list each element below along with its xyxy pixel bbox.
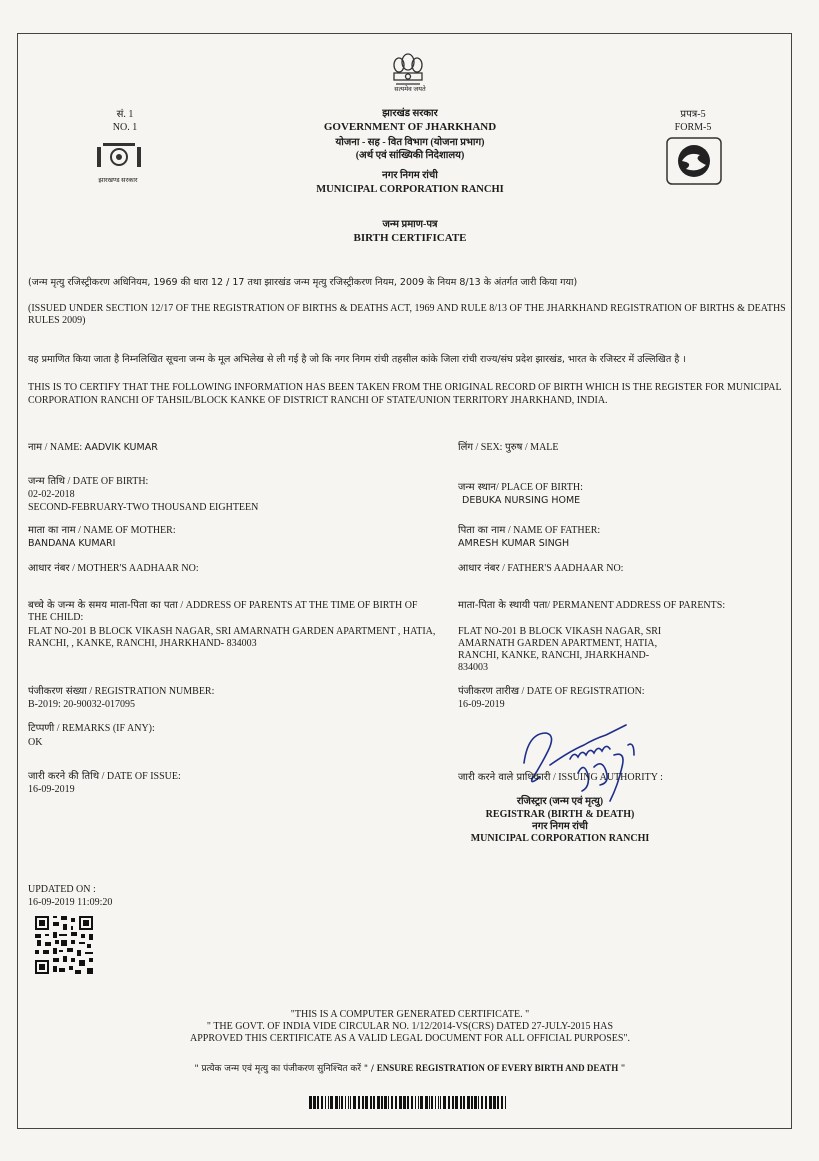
govt-title-hindi: झारखंड सरकार — [382, 108, 438, 119]
place-of-birth-label: जन्म स्थान/ PLACE OF BIRTH: — [458, 482, 583, 493]
registrar-hindi: रजिस्ट्रार (जन्म एवं मृत्यु) — [516, 796, 604, 807]
form-no: NO. 1 — [112, 122, 138, 133]
sex-value: / MALE — [522, 442, 559, 453]
govt-title: GOVERNMENT OF JHARKHAND — [323, 121, 497, 133]
registration-date-label: पंजीकरण तारीख / DATE OF REGISTRATION: — [458, 686, 645, 697]
registration-date-value: 16-09-2019 — [458, 699, 505, 710]
form-5: FORM-5 — [674, 122, 712, 133]
certificate-title-hindi: जन्म प्रमाण-पत्र — [382, 219, 438, 230]
mother-name-label: माता का नाम / NAME OF MOTHER: — [28, 525, 176, 536]
parents-address-at-birth-value: FLAT NO-201 B BLOCK VIKASH NAGAR, SRI AMARNATH GARDEN APARTMENT , HATIA, RANCHI, , KANKE, RANCHI, JHARKHAND- 834003 — [28, 626, 436, 649]
updated-on-label: UPDATED ON : — [28, 884, 96, 895]
remarks-label: टिप्पणी / REMARKS (IF ANY): — [28, 723, 155, 734]
qr-code-icon — [33, 914, 95, 976]
signature-corporation-hindi: नगर निगम रांची — [532, 821, 588, 832]
issued-under-hindi: (जन्म मृत्यु रजिस्ट्रीकरण अधिनियम, 1969 की धारा 12 / 17 तथा झारखंड जन्म मृत्यु रजिस्ट्रीकरण नियम, 2009 के नियम 8/13 के अंतर्गत जारी किया गया) — [28, 277, 578, 288]
mother-name-value: BANDANA KUMARI — [28, 538, 116, 549]
name-field: नाम / NAME: AADVIK KUMAR — [28, 442, 158, 453]
certify-text-hindi: यह प्रमाणित किया जाता है निम्नलिखित सूचना जन्म के मूल अभिलेख से ली गई है जो कि नगर निगम रांची तहसील कांके जिला रांची राज्य/संघ प्रदेश झारखंड, भारत के रजिस्टर में उल्लिखित है । — [28, 354, 686, 365]
dob-label: जन्म तिथि / DATE OF BIRTH: — [28, 476, 149, 487]
govt-circular-note: " THE GOVT. OF INDIA VIDE CIRCULAR NO. 1/12/2014-VS(CRS) DATED 27-JULY-2015 HAS — [206, 1021, 614, 1032]
permanent-address-label: माता-पिता के स्थायी पता/ PERMANENT ADDRESS OF PARENTS: — [458, 600, 726, 611]
father-name-label: पिता का नाम / NAME OF FATHER: — [458, 525, 601, 536]
sex-field: लिंग / SEX: पुरुष / MALE — [458, 442, 559, 453]
mother-aadhaar-label: आधार नंबर / MOTHER'S AADHAAR NO: — [28, 563, 199, 574]
date-of-issue-label: जारी करने की तिथि / DATE OF ISSUE: — [28, 771, 181, 782]
computer-generated-note: "THIS IS A COMPUTER GENERATED CERTIFICATE. " — [290, 1009, 530, 1020]
remarks-value: OK — [28, 737, 43, 748]
issuing-authority-label: जारी करने वाले प्राधिकारी / ISSUING AUTHORITY : — [458, 772, 663, 783]
dob-words: SECOND-FEBRUARY-TWO THOUSAND EIGHTEEN — [28, 502, 259, 513]
department-hindi: योजना - सह - वित विभाग (योजना प्रभाग) — [335, 137, 485, 148]
place-of-birth-value: DEBUKA NURSING HOME — [462, 495, 581, 506]
signature-corporation: MUNICIPAL CORPORATION RANCHI — [470, 833, 650, 844]
date-of-issue-value: 16-09-2019 — [28, 784, 75, 795]
ensure-registration-slogan: " प्रत्येक जन्म एवं मृत्यु का पंजीकरण सुनिश्चित करें " / ENSURE REGISTRATION OF EVERY BIRTH AND DEATH " — [194, 1063, 626, 1074]
child-name: AADVIK KUMAR — [84, 442, 158, 453]
corporation-title: MUNICIPAL CORPORATION RANCHI — [316, 184, 504, 195]
certify-text: THIS IS TO CERTIFY THAT THE FOLLOWING INFORMATION HAS BEEN TAKEN FROM THE ORIGINAL RECORD OF BIRTH WHICH IS THE REGISTER FOR MUNICIPAL CORPORATION RANCHI OF TAHSIL/BLOCK KANKE OF DISTRICT RANCHI OF STATE/UNION TERRITORY JHARKHAND, INDIA. — [28, 382, 782, 406]
dob-value: 02-02-2018 — [28, 489, 75, 500]
father-aadhaar-label: आधार नंबर / FATHER'S AADHAAR NO: — [458, 563, 624, 574]
directorate-hindi: (अर्थ एवं सांख्यिकी निदेशालय) — [355, 150, 465, 161]
registration-number-label: पंजीकरण संख्या / REGISTRATION NUMBER: — [28, 686, 215, 697]
jharkhand-logo-icon — [93, 141, 145, 179]
jharkhand-logo-caption: झारखण्ड सरकार — [98, 177, 138, 184]
certificate-border — [17, 33, 792, 1129]
certificate-title: BIRTH CERTIFICATE — [353, 232, 467, 244]
legal-document-note: APPROVED THIS CERTIFICATE AS A VALID LEGAL DOCUMENT FOR ALL OFFICIAL PURPOSES". — [189, 1033, 631, 1044]
parents-address-at-birth-label: बच्चे के जन्म के समय माता-पिता का पता / ADDRESS OF PARENTS AT THE TIME OF BIRTH OF THE CHILD: — [28, 600, 418, 623]
issued-under: (ISSUED UNDER SECTION 12/17 OF THE REGISTRATION OF BIRTHS & DEATHS ACT, 1969 AND RULE 8/13 OF THE JHARKHAND REGISTRATION OF BIRTHS & DEATHS RULES 2009) — [28, 303, 786, 326]
registrar-title: REGISTRAR (BIRTH & DEATH) — [485, 809, 635, 820]
sex-value-hindi: पुरुष — [504, 442, 523, 453]
corporation-hindi: नगर निगम रांची — [382, 170, 438, 181]
father-name-value: AMRESH KUMAR SINGH — [458, 538, 570, 549]
emblem-motto: सत्यमेव जयते — [394, 86, 426, 93]
signature-icon — [510, 715, 660, 805]
form-no-hindi: सं. 1 — [116, 109, 134, 120]
barcode-icon — [309, 1096, 509, 1109]
municipal-logo-icon — [666, 137, 722, 185]
registration-number-value: B-2019: 20-90032-017095 — [28, 699, 135, 710]
form-5-hindi: प्रपत्र-5 — [680, 109, 706, 120]
permanent-address-value: FLAT NO-201 B BLOCK VIKASH NAGAR, SRI AMARNATH GARDEN APARTMENT, HATIA, RANCHI, KANKE, RANCHI, JHARKHAND- 834003 — [458, 626, 662, 673]
updated-on-value: 16-09-2019 11:09:20 — [28, 897, 113, 908]
